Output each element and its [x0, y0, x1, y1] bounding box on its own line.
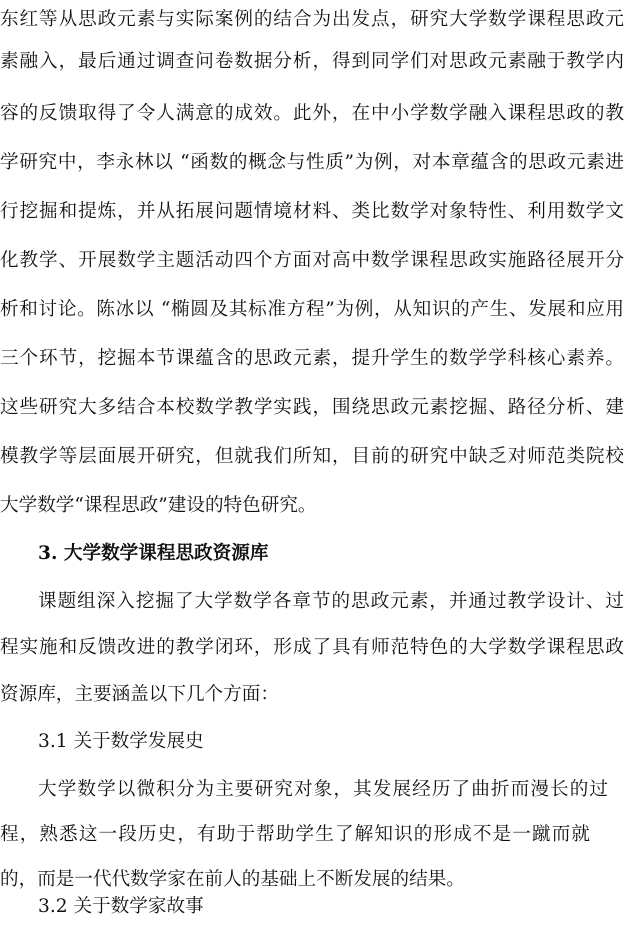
section-heading: 3. 大学数学课程思政资源库 [38, 543, 269, 564]
text-line: 模教学等层面展开研究，但就我们所知，目前的研究中缺乏对师范类院校 [0, 446, 624, 467]
text-line: 学研究中，李永林以 “函数的概念与性质”为例，对本章蕴含的思政元素进 [0, 152, 624, 173]
text-line: 三个环节，挖掘本节课蕴含的思政元素，提升学生的数学学科核心素养。 [0, 348, 624, 369]
text-line: 大学数学以微积分为主要研究对象，其发展经历了曲折而漫长的过 [38, 779, 608, 800]
subsection-heading: 3.2 关于数学家故事 [38, 896, 204, 917]
text-line: 容的反馈取得了令人满意的成效。此外，在中小学数学融入课程思政的教 [0, 103, 624, 124]
text-line: 行挖掘和提炼，并从拓展问题情境材料、类比数学对象特性、利用数学文 [0, 201, 624, 222]
subsection-heading: 3.1 关于数学发展史 [38, 731, 204, 752]
text-line: 资源库，主要涵盖以下几个方面： [0, 684, 279, 705]
text-line: 课题组深入挖掘了大学数学各章节的思政元素，并通过教学设计、过 [38, 591, 624, 612]
text-line: 大学数学“课程思政”建设的特色研究。 [0, 495, 317, 516]
text-line: 程实施和反馈改进的教学闭环，形成了具有师范特色的大学数学课程思政 [0, 637, 624, 658]
text-line: 的，而是一代代数学家在前人的基础上不断发展的结果。 [0, 869, 465, 890]
text-line: 析和讨论。陈冰以 “椭圆及其标准方程”为例，从知识的产生、发展和应用 [0, 299, 624, 320]
text-line: 素融入，最后通过调查问卷数据分析，得到同学们对思政元素融于教学内 [0, 51, 624, 72]
text-line: 东红等从思政元素与实际案例的结合为出发点，研究大学数学课程思政元 [0, 9, 624, 30]
text-line: 化教学、开展数学主题活动四个方面对高中数学课程思政实施路径展开分 [0, 250, 624, 271]
text-line: 这些研究大多结合本校数学教学实践，围绕思政元素挖掘、路径分析、建 [0, 397, 624, 418]
text-line: 程，熟悉这一段历史，有助于帮助学生了解知识的形成不是一蹴而就 [0, 824, 590, 845]
